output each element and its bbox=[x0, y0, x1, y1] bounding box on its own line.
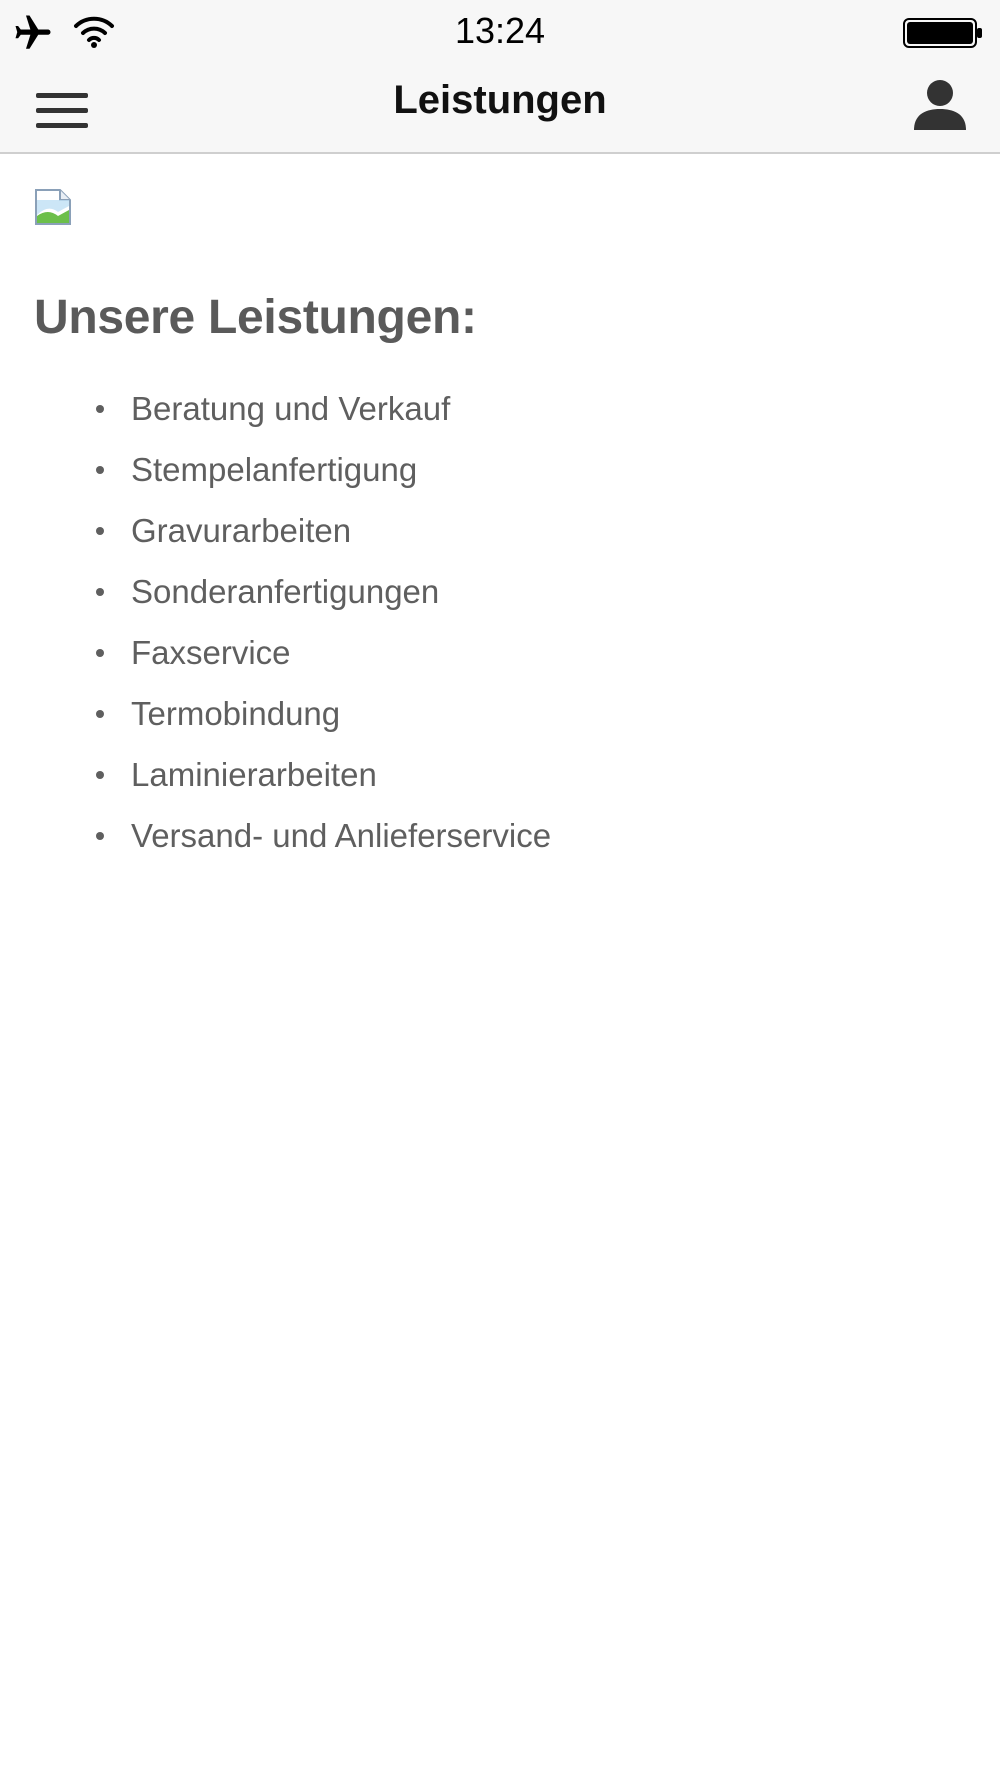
navigation-bar bbox=[0, 64, 1000, 154]
service-label: Faxservice bbox=[131, 634, 291, 671]
service-label: Versand- und Anlieferservice bbox=[131, 817, 552, 854]
bullet bbox=[96, 405, 104, 413]
user-icon[interactable] bbox=[906, 72, 974, 140]
service-label: Stempelanfertigung bbox=[131, 451, 418, 488]
bullet bbox=[96, 527, 104, 535]
status-bar bbox=[0, 0, 1000, 64]
list-item bbox=[0, 744, 551, 805]
section-heading: Unsere Leistungen: bbox=[34, 291, 477, 344]
list-item bbox=[0, 500, 551, 561]
list-item bbox=[0, 622, 551, 683]
list-item bbox=[0, 805, 551, 866]
bullet bbox=[96, 649, 104, 657]
service-label: Beratung und Verkauf bbox=[131, 390, 451, 427]
service-label: Gravurarbeiten bbox=[131, 512, 352, 549]
status-time: 13:24 bbox=[454, 10, 546, 51]
bullet bbox=[96, 466, 104, 474]
service-label: Sonderanfertigungen bbox=[131, 573, 440, 610]
list-item bbox=[0, 439, 551, 500]
service-label: Laminierarbeiten bbox=[131, 756, 377, 793]
list-item bbox=[0, 378, 551, 439]
services-list bbox=[0, 378, 551, 866]
service-label: Termobindung bbox=[131, 695, 341, 732]
page-title: Leistungen bbox=[393, 78, 607, 122]
bullet bbox=[96, 588, 104, 596]
list-item bbox=[0, 561, 551, 622]
list-item bbox=[0, 683, 551, 744]
battery-icon bbox=[902, 16, 984, 50]
bullet bbox=[96, 771, 104, 779]
broken-image-icon bbox=[34, 188, 72, 226]
bullet bbox=[96, 832, 104, 840]
bullet bbox=[96, 710, 104, 718]
